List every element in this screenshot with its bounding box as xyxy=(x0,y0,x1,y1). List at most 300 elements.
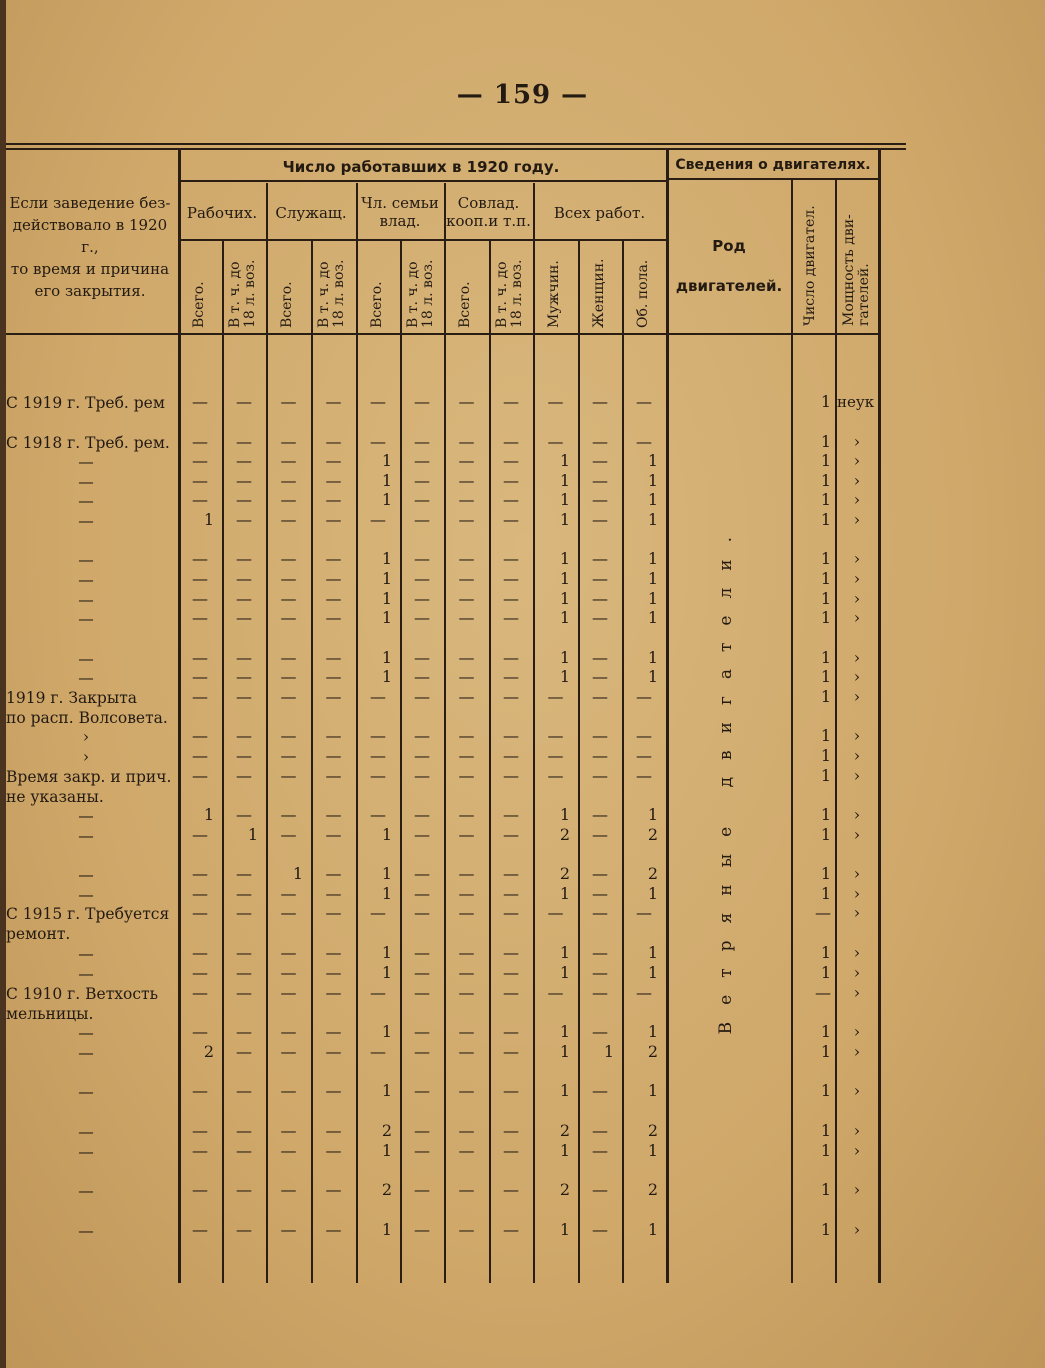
table-cell: — xyxy=(236,766,252,785)
table-cell: — xyxy=(370,510,386,529)
table-cell: — xyxy=(280,432,297,451)
engine-power-cell: › xyxy=(853,1220,861,1239)
table-cell: — xyxy=(236,1180,252,1199)
engine-power-cell: › xyxy=(853,490,861,509)
closure-note: — xyxy=(78,866,94,884)
table-cell: — xyxy=(370,432,386,451)
table-cell: — xyxy=(280,490,297,509)
table-cell: — xyxy=(592,746,608,765)
table-cell: — xyxy=(370,726,386,745)
table-cell: — xyxy=(592,805,608,824)
table-cell: — xyxy=(503,746,519,765)
table-cell: 1 xyxy=(647,1081,658,1100)
table-cell: — xyxy=(192,726,208,745)
table-cell: — xyxy=(325,746,342,765)
table-cell: — xyxy=(414,687,430,706)
table-cell: — xyxy=(414,1081,430,1100)
table-cell: 1 xyxy=(647,451,658,470)
column-header: В т. ч. до 18 л. воз. xyxy=(494,259,525,328)
closure-note: С 1910 г. Ветхость мельницы. xyxy=(6,985,159,1023)
table-cell: — xyxy=(414,983,430,1002)
table-cell: — xyxy=(414,726,430,745)
table-cell: — xyxy=(547,392,564,411)
table-cell: — xyxy=(414,1042,430,1061)
table-cell: — xyxy=(192,1220,208,1239)
engine-count-cell: 1 xyxy=(820,1220,831,1239)
table-cell: — xyxy=(192,392,208,411)
table-cell: 1 xyxy=(381,667,392,686)
engine-count-cell: 1 xyxy=(820,549,831,568)
closure-note: — xyxy=(78,453,94,471)
engine-count-cell: 1 xyxy=(820,392,831,411)
table-cell: — xyxy=(325,983,342,1002)
table-cell: — xyxy=(592,1220,608,1239)
table-cell: — xyxy=(414,1141,430,1160)
table-cell: — xyxy=(503,392,519,411)
table-cell: — xyxy=(236,884,252,903)
engine-power-cell: › xyxy=(853,510,861,529)
table-cell: — xyxy=(192,884,208,903)
engine-power-cell: › xyxy=(853,549,861,568)
table-cell: — xyxy=(192,1121,208,1140)
engine-count-cell: 1 xyxy=(820,1022,831,1041)
table-cell: — xyxy=(325,490,342,509)
table-cell: 1 xyxy=(292,864,303,883)
table-cell: 1 xyxy=(647,569,658,588)
table-cell: — xyxy=(503,432,519,451)
table-cell: — xyxy=(236,943,252,962)
table-cell: — xyxy=(458,766,475,785)
table-cell: — xyxy=(414,451,430,470)
table-cell: 1 xyxy=(203,805,214,824)
table-cell: — xyxy=(192,667,208,686)
closure-note: — xyxy=(78,571,94,589)
table-cell: 1 xyxy=(559,1220,570,1239)
table-cell: — xyxy=(280,983,297,1002)
table-cell: — xyxy=(592,1180,608,1199)
closure-note: С 1919 г. Треб. рем xyxy=(6,394,165,412)
table-cell: — xyxy=(325,1220,342,1239)
table-cell: — xyxy=(414,903,430,922)
table-cell: — xyxy=(280,963,297,982)
table-cell: — xyxy=(370,766,386,785)
table-cell: 1 xyxy=(247,825,258,844)
table-cell: — xyxy=(192,687,208,706)
table-cell: — xyxy=(280,1220,297,1239)
table-cell: — xyxy=(414,569,430,588)
table-cell: — xyxy=(414,825,430,844)
closure-note: — xyxy=(78,1123,94,1141)
engine-power-cell: › xyxy=(853,1121,861,1140)
table-cell: 1 xyxy=(559,1042,570,1061)
engine-count-cell: 1 xyxy=(820,451,831,470)
engine-power-cell: › xyxy=(853,884,861,903)
table-cell: 1 xyxy=(647,648,658,667)
table-cell: — xyxy=(236,490,252,509)
table-cell: — xyxy=(325,471,342,490)
engine-count-cell: 1 xyxy=(820,432,831,451)
table-cell: — xyxy=(458,1042,475,1061)
column-rule xyxy=(878,148,881,1283)
table-cell: — xyxy=(458,471,475,490)
closure-note: С 1918 г. Треб. рем. xyxy=(6,434,170,452)
table-cell: — xyxy=(636,903,652,922)
column-header: В т. ч. до 18 л. воз. xyxy=(227,259,258,328)
table-cell: — xyxy=(414,1121,430,1140)
engine-column-header: Число двигател. xyxy=(802,205,818,326)
table-cell: 1 xyxy=(647,1141,658,1160)
closure-note: Время закр. и прич. не указаны. xyxy=(6,768,172,806)
engine-power-cell: › xyxy=(853,864,861,883)
table-cell: — xyxy=(592,687,608,706)
column-header: В т. ч. до 18 л. воз. xyxy=(405,259,436,328)
table-cell: — xyxy=(503,903,519,922)
table-cell: — xyxy=(236,510,252,529)
table-cell: — xyxy=(325,392,342,411)
table-cell: — xyxy=(547,687,564,706)
engine-power-cell: › xyxy=(853,687,861,706)
table-cell: — xyxy=(414,746,430,765)
table-cell: — xyxy=(236,903,252,922)
table-cell: — xyxy=(592,1141,608,1160)
table-cell: 1 xyxy=(559,805,570,824)
engine-count-cell: 1 xyxy=(820,667,831,686)
table-cell: 1 xyxy=(559,490,570,509)
table-cell: — xyxy=(325,943,342,962)
table-cell: — xyxy=(280,766,297,785)
table-cell: — xyxy=(592,471,608,490)
table-cell: — xyxy=(325,510,342,529)
table-cell: — xyxy=(192,983,208,1002)
table-cell: — xyxy=(547,903,564,922)
closure-note: 1919 г. Закрыта по расп. Волсовета. xyxy=(6,689,168,727)
table-cell: — xyxy=(236,667,252,686)
table-cell: — xyxy=(236,746,252,765)
engine-power-cell: › xyxy=(853,1180,861,1199)
table-cell: — xyxy=(236,1081,252,1100)
table-cell: — xyxy=(414,392,430,411)
table-cell: — xyxy=(192,1022,208,1041)
table-cell: 2 xyxy=(381,1121,392,1140)
table-cell: — xyxy=(458,667,475,686)
family-subheader: Чл. семьи влад. xyxy=(361,194,439,230)
engine-power-cell: › xyxy=(853,451,861,470)
table-cell: — xyxy=(280,825,297,844)
table-cell: — xyxy=(370,1042,386,1061)
table-cell: — xyxy=(280,1141,297,1160)
engine-power-cell: › xyxy=(853,432,861,451)
table-cell: — xyxy=(280,589,297,608)
engine-count-cell: 1 xyxy=(820,1121,831,1140)
engine-count-cell: 1 xyxy=(820,569,831,588)
employees-subheader: Служащ. xyxy=(275,204,347,222)
table-cell: — xyxy=(192,549,208,568)
table-cell: 2 xyxy=(647,1180,658,1199)
column-header: Мужчин. xyxy=(546,260,562,328)
table-cell: 1 xyxy=(381,864,392,883)
table-cell: — xyxy=(325,903,342,922)
table-cell: — xyxy=(192,963,208,982)
table-cell: — xyxy=(547,746,564,765)
table-cell: — xyxy=(592,963,608,982)
table-cell: — xyxy=(325,687,342,706)
table-cell: — xyxy=(458,510,475,529)
table-cell: — xyxy=(636,392,652,411)
closure-note-header: Если заведение без- действовало в 1920 г., то время и причина его закрытия. xyxy=(9,194,171,300)
table-cell: — xyxy=(236,648,252,667)
table-cell: 1 xyxy=(647,510,658,529)
table-cell: — xyxy=(503,1081,519,1100)
table-cell: — xyxy=(325,549,342,568)
table-cell: — xyxy=(503,687,519,706)
all-workers-subheader: Всех работ. xyxy=(553,204,646,222)
table-cell: — xyxy=(280,1081,297,1100)
table-cell: — xyxy=(592,726,608,745)
header-rule xyxy=(178,180,666,182)
engine-count-cell: — xyxy=(815,903,831,922)
table-cell: — xyxy=(192,825,208,844)
table-cell: — xyxy=(414,432,430,451)
closure-note: — xyxy=(78,945,94,963)
table-cell: — xyxy=(236,963,252,982)
engine-count-cell: 1 xyxy=(820,864,831,883)
table-cell: — xyxy=(592,569,608,588)
table-cell: — xyxy=(325,825,342,844)
table-cell: — xyxy=(192,648,208,667)
table-cell: — xyxy=(592,510,608,529)
table-cell: — xyxy=(458,825,475,844)
table-cell: 1 xyxy=(647,608,658,627)
table-cell: 2 xyxy=(381,1180,392,1199)
table-cell: — xyxy=(325,1042,342,1061)
table-cell: — xyxy=(503,608,519,627)
table-cell: — xyxy=(503,589,519,608)
engine-power-cell: › xyxy=(853,1042,861,1061)
table-cell: — xyxy=(325,1081,342,1100)
table-cell: 2 xyxy=(559,825,570,844)
table-cell: — xyxy=(592,589,608,608)
column-rule xyxy=(178,148,181,1283)
table-cell: — xyxy=(192,569,208,588)
table-cell: — xyxy=(325,608,342,627)
engine-count-cell: 1 xyxy=(820,589,831,608)
table-cell: — xyxy=(236,451,252,470)
table-cell: — xyxy=(503,1141,519,1160)
table-cell: — xyxy=(458,648,475,667)
table-cell: — xyxy=(503,726,519,745)
closure-note: — xyxy=(78,1182,94,1200)
table-cell: 1 xyxy=(381,648,392,667)
table-cell: — xyxy=(458,589,475,608)
closure-note: — xyxy=(78,807,94,825)
table-cell: — xyxy=(280,1042,297,1061)
table-cell: — xyxy=(458,569,475,588)
table-cell: 1 xyxy=(381,825,392,844)
engine-count-cell: 1 xyxy=(820,726,831,745)
table-cell: — xyxy=(547,726,564,745)
engine-count-cell: 1 xyxy=(820,687,831,706)
table-cell: — xyxy=(636,746,652,765)
table-cell: 1 xyxy=(559,510,570,529)
table-cell: — xyxy=(414,471,430,490)
table-cell: — xyxy=(280,648,297,667)
header-rule xyxy=(178,239,666,241)
table-cell: 1 xyxy=(647,943,658,962)
table-cell: 1 xyxy=(559,471,570,490)
table-cell: — xyxy=(592,549,608,568)
engine-count-cell: 1 xyxy=(820,510,831,529)
engine-count-cell: 1 xyxy=(820,1180,831,1199)
column-rule xyxy=(666,148,669,1283)
table-cell: — xyxy=(325,726,342,745)
table-cell: — xyxy=(458,943,475,962)
table-cell: — xyxy=(414,766,430,785)
engine-power-cell: › xyxy=(853,726,861,745)
engine-type-value: Ветряные двигатели. xyxy=(716,520,736,1035)
table-cell: — xyxy=(325,1022,342,1041)
table-cell: — xyxy=(280,667,297,686)
table-cell: — xyxy=(280,510,297,529)
table-cell: — xyxy=(325,963,342,982)
engine-power-cell: › xyxy=(853,963,861,982)
table-cell: 2 xyxy=(203,1042,214,1061)
table-cell: — xyxy=(414,1180,430,1199)
table-cell: 1 xyxy=(381,569,392,588)
engine-power-cell: › xyxy=(853,825,861,844)
table-cell: 2 xyxy=(647,825,658,844)
engine-count-cell: 1 xyxy=(820,746,831,765)
table-cell: — xyxy=(236,432,252,451)
table-cell: 1 xyxy=(381,451,392,470)
table-cell: — xyxy=(636,726,652,745)
table-cell: — xyxy=(503,490,519,509)
table-cell: — xyxy=(503,471,519,490)
table-cell: — xyxy=(236,805,252,824)
table-cell: — xyxy=(236,687,252,706)
closure-note: С 1915 г. Требуется ремонт. xyxy=(6,905,170,943)
table-cell: — xyxy=(192,490,208,509)
table-cell: 1 xyxy=(381,608,392,627)
table-cell: — xyxy=(592,903,608,922)
table-cell: — xyxy=(325,766,342,785)
column-header: Всего. xyxy=(191,281,207,328)
table-cell: — xyxy=(280,726,297,745)
engine-type-header: Род двигателей. xyxy=(675,237,783,295)
top-rule xyxy=(6,143,906,145)
closure-note: — xyxy=(78,1083,94,1101)
table-cell: 1 xyxy=(381,1220,392,1239)
table-cell: — xyxy=(592,451,608,470)
table-cell: — xyxy=(414,1220,430,1239)
table-cell: — xyxy=(458,903,475,922)
engine-power-cell: › xyxy=(853,471,861,490)
table-cell: 1 xyxy=(203,510,214,529)
table-cell: — xyxy=(503,943,519,962)
table-cell: — xyxy=(592,667,608,686)
table-cell: 1 xyxy=(559,648,570,667)
table-cell: — xyxy=(236,1042,252,1061)
table-cell: 1 xyxy=(559,1141,570,1160)
engine-power-cell: › xyxy=(853,589,861,608)
engine-count-cell: 1 xyxy=(820,471,831,490)
table-cell: — xyxy=(636,766,652,785)
engine-count-cell: 1 xyxy=(820,825,831,844)
table-cell: — xyxy=(414,648,430,667)
engine-power-cell: › xyxy=(853,746,861,765)
table-cell: — xyxy=(636,687,652,706)
table-cell: — xyxy=(414,884,430,903)
table-cell: 1 xyxy=(647,490,658,509)
closure-note: — xyxy=(78,492,94,510)
table-cell: — xyxy=(458,864,475,883)
table-cell: — xyxy=(458,432,475,451)
table-cell: — xyxy=(458,687,475,706)
table-cell: — xyxy=(503,825,519,844)
table-cell: — xyxy=(236,589,252,608)
table-cell: — xyxy=(458,1022,475,1041)
table-cell: — xyxy=(592,392,608,411)
table-cell: — xyxy=(236,983,252,1002)
table-cell: — xyxy=(414,549,430,568)
table-cell: — xyxy=(458,392,475,411)
table-cell: — xyxy=(236,569,252,588)
table-cell: 1 xyxy=(381,589,392,608)
table-cell: 1 xyxy=(559,884,570,903)
closure-note: — xyxy=(78,610,94,628)
table-cell: — xyxy=(192,943,208,962)
engine-count-cell: 1 xyxy=(820,805,831,824)
table-cell: 1 xyxy=(559,943,570,962)
table-cell: 1 xyxy=(381,471,392,490)
table-cell: — xyxy=(503,1220,519,1239)
table-cell: — xyxy=(236,608,252,627)
table-cell: — xyxy=(280,569,297,588)
table-cell: — xyxy=(325,1180,342,1199)
table-cell: — xyxy=(192,1141,208,1160)
table-cell: 1 xyxy=(647,1022,658,1041)
engine-power-cell: › xyxy=(853,1022,861,1041)
table-cell: 1 xyxy=(559,589,570,608)
table-cell: — xyxy=(236,471,252,490)
table-cell: — xyxy=(325,569,342,588)
closure-note: — xyxy=(78,1222,94,1240)
table-cell: — xyxy=(325,1121,342,1140)
table-cell: — xyxy=(458,805,475,824)
table-cell: 1 xyxy=(559,667,570,686)
table-cell: — xyxy=(192,903,208,922)
table-cell: 1 xyxy=(381,963,392,982)
table-cell: — xyxy=(592,884,608,903)
column-header: Всего. xyxy=(369,281,385,328)
table-cell: 1 xyxy=(559,1022,570,1041)
engine-count-cell: 1 xyxy=(820,1042,831,1061)
table-cell: — xyxy=(280,1022,297,1041)
table-cell: — xyxy=(325,432,342,451)
table-cell: 2 xyxy=(559,864,570,883)
closure-note: › xyxy=(82,748,90,766)
table-cell: — xyxy=(370,746,386,765)
table-cell: — xyxy=(280,471,297,490)
table-cell: — xyxy=(414,589,430,608)
table-cell: — xyxy=(280,1180,297,1199)
closure-note: — xyxy=(78,965,94,983)
table-cell: — xyxy=(280,805,297,824)
engine-power-cell: неук xyxy=(837,393,875,411)
table-cell: — xyxy=(414,490,430,509)
table-cell: — xyxy=(458,451,475,470)
table-cell: — xyxy=(458,1121,475,1140)
engine-count-cell: 1 xyxy=(820,490,831,509)
